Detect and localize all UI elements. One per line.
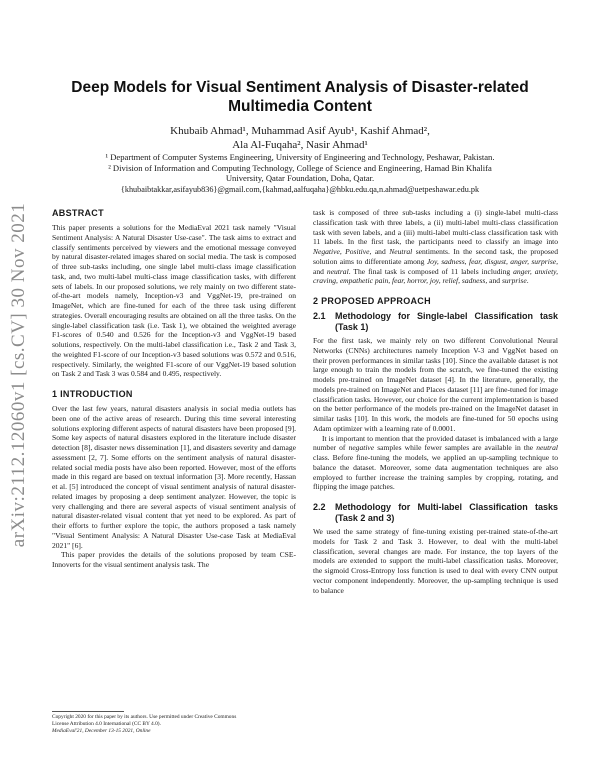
- section-2-1-heading: 2.1 Methodology for Single-label Classification task (Task 1): [313, 311, 558, 332]
- left-column: [52, 208, 296, 570]
- copyright-footnote: [52, 714, 296, 735]
- section-2-2-paragraph-1: We used the same strategy of fine-tuning existing per-trained state-of-the-art models for Task 2 and Task 3. However, to deal with the multi-label classification, several changes are made. For instance, the top layers of the models are extended to support the multi-label classification tasks. Moreover, the sigmoid Cross-Entropy loss function is used to deal with every CNN output vector component independently. Moreover, the up-sampling technique is used to balance: [313, 527, 558, 595]
- task-description-paragraph: task is composed of three sub-tasks including a (i) single-label multi-class classification task with three labels, a (ii) multi-label multi-class classification task with seven labels, and a (iii) multi-label multi-class classification task with 11 labels. In the first task, the participants need to classify an image into Negative, Positive, and Neutral sentiments. In the second task, the proposed solution aims to differentiate among Joy, sadness, fear, disgust, anger, surprise, and neutral. The final task is composed of 11 labels including anger, anxiety, craving, empathetic pain, fear, horror, joy, relief, sadness, and surprise.: [313, 208, 559, 286]
- affiliation-2: ² Division of Information and Computing Technology, College of Science and Engineering, Hamad Bin Khalifa: [108, 162, 492, 173]
- author-list: [60, 124, 540, 152]
- intro-paragraph-2: This paper provides the details of the solutions proposed by team CSE-Innoverts for the visual sentiment analysis task. The: [52, 550, 296, 569]
- section-2-1-paragraph-1: For the first task, we mainly rely on two different Convolutional Neural Networks (CNNs) architectures namely Inception V-3 and VggNet based on their proven performances in similar tasks [10]. Since the available dataset is not large enough to train the models from the scratch, we fine-tuned the existing models pre-trained on ImageNet dataset [4]. In the literature, generally, the models pre-trained on ImageNet and Places dataset [11] are fine-tuned for image classification tasks. However, our choice for the current implementation is based on the better performance of the models pre-trained on the ImageNet dataset in similar tasks [10]. In this work, the models are fine-tuned for 50 epochs using Adam optimizer with a learning rate of 0.0001.: [313, 336, 558, 433]
- abstract-text: This paper presents a solutions for the MediaEval 2021 task namely "Visual Sentiment Analysis: A Natural Disaster Use-case". The task aims to extract and classify sentiments perceived by viewers and the emotional message conveyed by natural disaster-related images shared on social media. The task is composed of three sub-tasks including, one single label multi-class image classification task, and, two multi-label multi-class image classification tasks, with different sets of labels. In our proposed solutions, we rely mainly on two different state-of-the-art models namely, Inception-v3 and VggNet-19, pre-trained on ImageNet, which are fine-tuned for each of the three task using different strategies. Overall encouraging results are obtained on all the three tasks. On the single-label classification task (i.e. Task 1), we obtained the weighted average F1-scores of 0.540 and 0.526 for the Inception-v3 and VggNet-19 based solutions, respectively. On the multi-label classification i.e., Task 2 and Task 3, the weighted F1-score of our Inception-v3 based solutions was 0.572 and 0.516, respectively. Similarly, the weighted F1-score of our VggNet-19 based solution on Task 2 and Task 3 was 0.584 and 0.495, respectively.: [52, 223, 296, 379]
- abstract-heading: ABSTRACT: [52, 208, 104, 218]
- affiliation-1: ¹ Department of Computer Systems Engineering, University of Engineering and Technology, Peshawar, Pakistan.: [105, 152, 495, 162]
- footnote-divider: [52, 711, 124, 712]
- paper-title: [70, 78, 530, 116]
- intro-paragraph-1: Over the last few years, natural disasters analysis in social media outlets has been one of the active areas of research. During this time several interesting solutions exploring different aspects of natural disasters have been proposed [9]. Some key aspects of natural disasters explored in the literature include disaster detection [8], disaster news dissemination [1], and disasters severity and damage assessment [2, 7]. Some efforts on the sentiment analysis of natural disaster-related social media posts have also been reported. However, most of the efforts made in this regard are based on textual information [3]. More recently, Hassan et al. [5] introduced the concept of visual sentiment analysis of natural disaster-related images by proposing a deep sentiment analyzer. However, the topic is very challenging and there are several aspects of visual sentiment analysis of natural disaster-related visual content that yet need to be explored. As part of their efforts to further explore the topic, the authors proposed a task namely "Visual Sentiment Analysis: A Natural Disaster Use-case Task at MediaEval 2021" [6].: [52, 404, 296, 550]
- arxiv-identifier: arXiv:2112.12060v1 [cs.CV] 30 Nov 2021: [8, 202, 29, 548]
- section-2-2-heading: 2.2 Methodology for Multi-label Classification tasks (Task 2 and 3): [313, 502, 558, 523]
- conference-line: MediaEval'21, December 13-15 2021, Online: [52, 727, 151, 734]
- approach-heading: 2 PROPOSED APPROACH: [313, 296, 431, 306]
- affiliation-2-cont: University, Qatar Foundation, Doha, Qatar.: [225, 173, 375, 184]
- introduction-heading: 1 INTRODUCTION: [52, 389, 133, 399]
- footnote-line-1: Copyright 2020 for this paper by its authors. Use permitted under Creative Commons: [52, 714, 237, 720]
- title-line-1: Deep Models for Visual Sentiment Analysis of Disaster-related: [71, 79, 529, 96]
- authors-line-1: Khubaib Ahmad¹, Muhammad Asif Ayub¹, Kashif Ahmad²,: [170, 125, 430, 137]
- authors-line-2: Ala Al-Fuqaha², Nasir Ahmad¹: [232, 139, 368, 151]
- section-2-1-paragraph-2: It is important to mention that the provided dataset is imbalanced with a large number of negative samples while fewer samples are available in the neutral class. Before fine-tuning the models, we applied an up-sampling technique to balance the dataset. Moreover, some data augmentation techniques are also employed to further increase the training samples by cropping, rotating, and flipping the image patches.: [313, 433, 558, 492]
- arxiv-stamp: [4, 160, 34, 590]
- right-column: [313, 208, 558, 595]
- author-emails: {khubaibtakkar,asifayub836}@gmail.com,{kahmad,aalfuqaha}@hbku.edu.qa,n.ahmad@uetpeshawar.edu.pk: [120, 185, 480, 194]
- footnote-line-2: License Attribution 4.0 International (CC BY 4.0).: [52, 720, 161, 727]
- affiliations: [60, 152, 540, 184]
- title-line-2: Multimedia Content: [228, 98, 372, 115]
